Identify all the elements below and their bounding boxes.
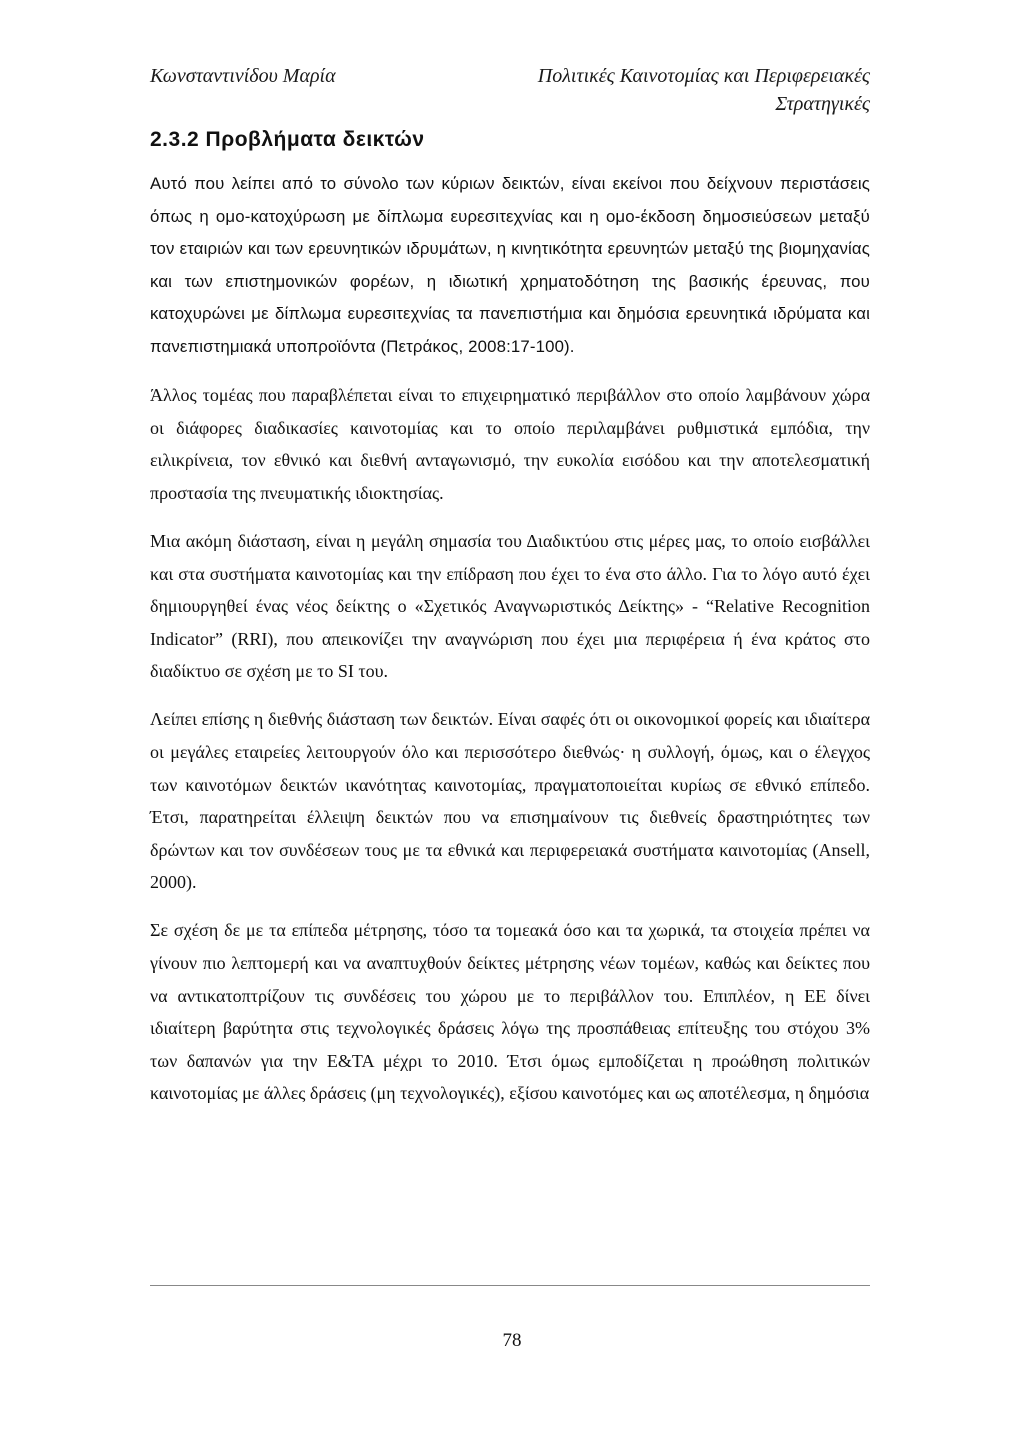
- page-number: 78: [502, 1330, 522, 1351]
- footer-divider: [150, 1285, 870, 1286]
- paragraph-2: Άλλος τομέας που παραβλέπεται είναι το επιχειρηματικό περιβάλλον στο οποίο λαμβάνουν χώρα οι διάφορες διαδικασίες καινοτομίας και το οποίο περιλαμβάνει ρυθμιστικά εμπόδια, την ειλικρίνεια, τον εθνικό και διεθνή ανταγωνισμό, την ευκολία εισόδου και την αποτελεσματική προστασία της πνευματικής ιδιοκτησίας.: [150, 385, 870, 503]
- paragraph-1: Αυτό που λείπει από το σύνολο των κύριων δεικτών, είναι εκείνοι που δείχνουν περιστάσεις όπως η ομο-κατοχύρωση με δίπλωμα ευρεσιτεχνίας και η ομο-έκδοση δημοσιεύσεων μεταξύ τον εταιριών και των ερευνητικών ιδρυμάτων, η κινητικότητα ερευνητών μεταξύ της βιομηχανίας και των επιστημονικών φορέων, η ιδιωτική χρηματοδότηση της βασικής έρευνας, που κατοχυρώνει με δίπλωμα ευρεσιτεχνίας τα πανεπιστήμια και δημόσια ερευνητικά ιδρύματα και πανεπιστημιακά υποπροϊόντα (Πετράκος, 2008:17-100).: [150, 174, 870, 356]
- header-title: [510, 62, 870, 118]
- header-title-line1: Πολιτικές Καινοτομίας και Περιφερειακές: [537, 65, 870, 87]
- body-text: [150, 168, 870, 1126]
- header-title-line2: Στρατηγικές: [775, 93, 870, 115]
- paragraph-4: Λείπει επίσης η διεθνής διάσταση των δεικτών. Είναι σαφές ότι οι οικονομικοί φορείς και ιδιαίτερα οι μεγάλες εταιρείες λειτουργούν όλο και περισσότερο διεθνώς· η συλλογή, όμως, και ο έλεγχος των καινοτόμων δεικτών ικανότητας καινοτομίας, πραγματοποιείται κυρίως σε εθνικό επίπεδο. Έτσι, παρατηρείται έλλειψη δεικτών που να επισημαίνουν τις διεθνείς δραστηριότητες των δρώντων και τον συνδέσεων τους με τα εθνικά και περιφερειακά συστήματα καινοτομίας (Ansell, 2000).: [150, 709, 870, 893]
- paragraph-3: Μια ακόμη διάσταση, είναι η μεγάλη σημασία του Διαδικτύου στις μέρες μας, το οποίο εισβάλλει και στα συστήματα καινοτομίας και την επίδραση που έχει το ένα στο άλλο. Για το λόγο αυτό έχει δημιουργηθεί ένας νέος δείκτης ο «Σχετικός Αναγνωριστικός Δείκτης» - “Relative Recognition Indicator” (RRI), που απεικονίζει την αναγνώριση που έχει μια περιφέρεια ή ένα κράτος στο διαδίκτυο σε σχέση με το SI του.: [150, 530, 870, 682]
- paragraph-5: Σε σχέση δε με τα επίπεδα μέτρησης, τόσο τα τομεακά όσο και τα χωρικά, τα στοιχεία πρέπει να γίνουν πιο λεπτομερή και να αναπτυχθούν δείκτες μέτρησης νέων τομέων, καθώς και δείκτες που να αντικατοπτρίζουν τις συνδέσεις του χώρου με το περιβάλλον του. Επιπλέον, η ΕΕ δίνει ιδιαίτερη βαρύτητα στις τεχνολογικές δράσεις λόγω της προσπάθειας επίτευξης του στόχου 3% των δαπανών για την Ε&ΤΑ μέχρι το 2010. Έτσι όμως εμποδίζεται η προώθηση πολιτικών καινοτομίας με άλλες δράσεις (μη τεχνολογικές), εξίσου καινοτόμες και ως αποτέλεσμα, η δημόσια: [150, 920, 870, 1104]
- section-heading: 2.3.2 Προβλήματα δεικτών: [150, 128, 425, 151]
- header-author: Κωνσταντινίδου Μαρία: [150, 65, 336, 87]
